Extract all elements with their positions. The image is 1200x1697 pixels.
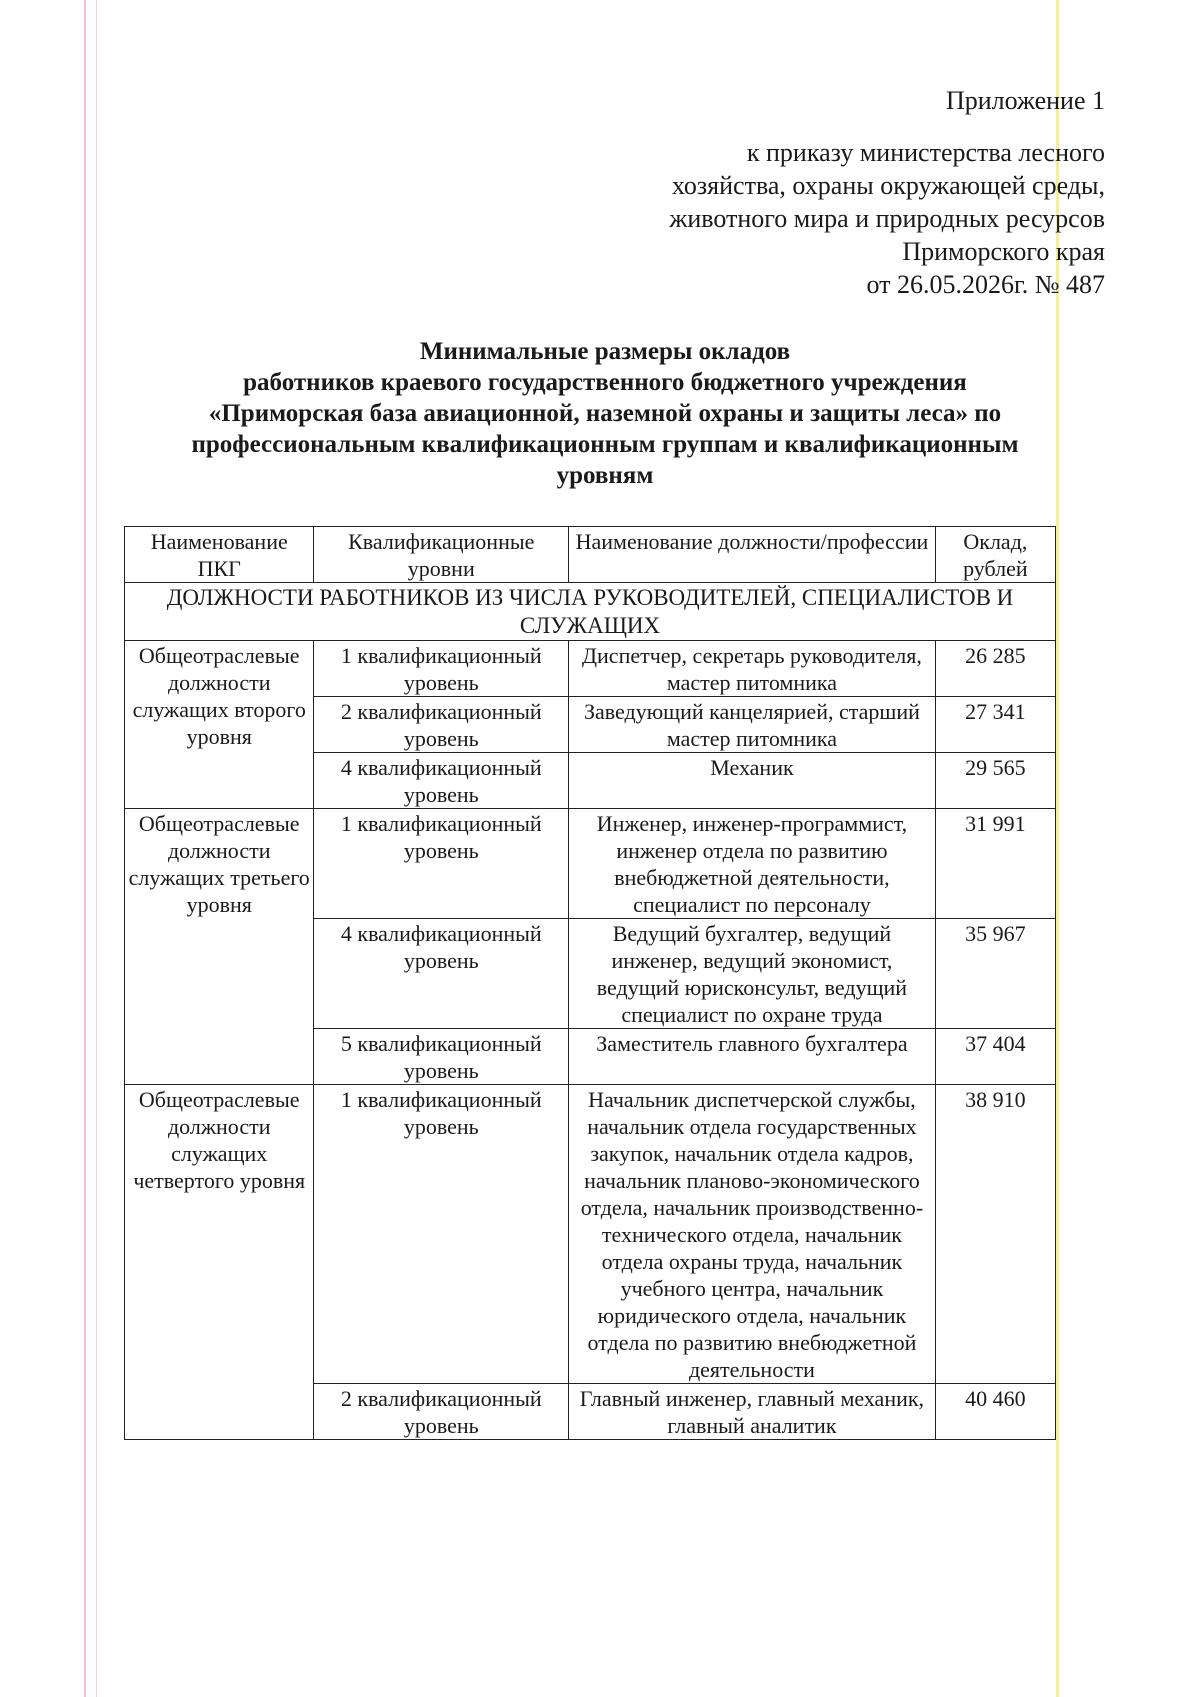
header-position: Наименование должности/профессии	[569, 527, 936, 583]
positions-cell: Инженер, инженер-программист, инженер отдела по развитию внебюджетной деятельности, специалист по персоналу	[569, 809, 936, 919]
appendix-label: Приложение 1	[945, 86, 1105, 115]
level-cell: 5 квалификационный уровень	[314, 1029, 569, 1085]
order-reference	[669, 136, 1105, 301]
positions-cell: Механик	[569, 753, 936, 809]
margin-line-red-thin	[96, 0, 97, 1697]
salary-cell: 38 910	[935, 1085, 1055, 1384]
positions-cell: Ведущий бухгалтер, ведущий инженер, ведущий экономист, ведущий юрисконсульт, ведущий специалист по охране труда	[569, 919, 936, 1029]
pkg-name: Общеотраслевые должности служащих третьего уровня	[125, 809, 314, 1085]
margin-line-red	[84, 0, 86, 1697]
table-row	[125, 1085, 1056, 1384]
level-cell: 4 квалификационный уровень	[314, 753, 569, 809]
salary-cell: 31 991	[935, 809, 1055, 919]
positions-cell: Начальник диспетчерской службы, начальник отдела государственных закупок, начальник отдела кадров, начальник планово-экономического отдела, начальник производственно-технического отдела, начальник отдела охраны труда, начальник учебного центра, начальник юридического отдела, начальник отдела по развитию внебюджетной деятельности	[569, 1085, 936, 1384]
positions-cell: Заведующий канцелярией, старший мастер питомника	[569, 697, 936, 753]
salary-table	[124, 526, 1056, 1440]
title-line: уровням	[556, 462, 654, 489]
title-line: профессиональным квалификационным группам и квалификационным	[191, 431, 1019, 458]
pkg-name: Общеотраслевые должности служащих четвертого уровня	[125, 1085, 314, 1440]
positions-cell: Заместитель главного бухгалтера	[569, 1029, 936, 1085]
section-title: ДОЛЖНОСТИ РАБОТНИКОВ ИЗ ЧИСЛА РУКОВОДИТЕЛЕЙ, СПЕЦИАЛИСТОВ И СЛУЖАЩИХ	[125, 583, 1056, 641]
salary-cell: 40 460	[935, 1384, 1055, 1440]
order-line: животного мира и природных ресурсов	[669, 204, 1105, 233]
title-line: работников краевого государственного бюджетного учреждения	[243, 369, 967, 396]
title-line: Минимальные размеры окладов	[419, 338, 791, 365]
table-row	[125, 809, 1056, 919]
header-salary: Оклад, рублей	[935, 527, 1055, 583]
salary-cell: 37 404	[935, 1029, 1055, 1085]
level-cell: 2 квалификационный уровень	[314, 1384, 569, 1440]
level-cell: 4 квалификационный уровень	[314, 919, 569, 1029]
positions-cell: Диспетчер, секретарь руководителя, мастер питомника	[569, 641, 936, 697]
salary-cell: 29 565	[935, 753, 1055, 809]
document-title	[140, 336, 1070, 491]
level-cell: 2 квалификационный уровень	[314, 697, 569, 753]
level-cell: 1 квалификационный уровень	[314, 641, 569, 697]
salary-cell: 27 341	[935, 697, 1055, 753]
level-cell: 1 квалификационный уровень	[314, 809, 569, 919]
level-cell: 1 квалификационный уровень	[314, 1085, 569, 1384]
salary-cell: 35 967	[935, 919, 1055, 1029]
title-line: «Приморская база авиационной, наземной охраны и защиты леса» по	[208, 400, 1002, 427]
table-row	[125, 641, 1056, 697]
section-row	[125, 583, 1056, 641]
salary-cell: 26 285	[935, 641, 1055, 697]
order-line: к приказу министерства лесного	[746, 138, 1105, 167]
table-header-row	[125, 527, 1056, 583]
header-level: Квалификационные уровни	[314, 527, 569, 583]
pkg-name: Общеотраслевые должности служащих второго уровня	[125, 641, 314, 809]
order-line: хозяйства, охраны окружающей среды,	[671, 171, 1105, 200]
positions-cell: Главный инженер, главный механик, главный аналитик	[569, 1384, 936, 1440]
header-pkg: Наименование ПКГ	[125, 527, 314, 583]
order-line: от 26.05.2026г. № 487	[866, 270, 1105, 299]
order-line: Приморского края	[902, 237, 1105, 266]
